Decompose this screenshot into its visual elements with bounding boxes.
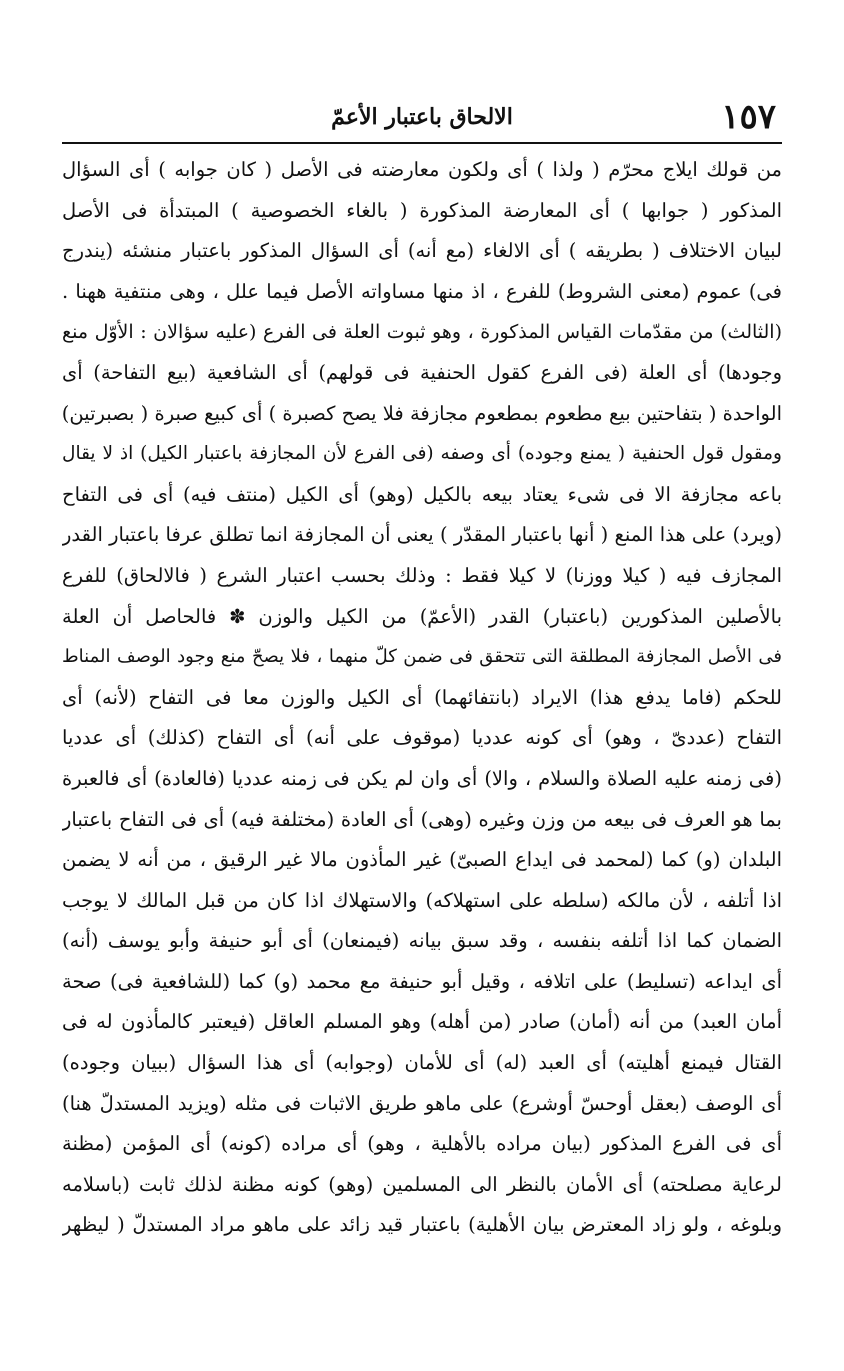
text-line: بالأصلين المذكورين (باعتبار) القدر (الأعمّ) من الكيل والوزن ✽ فالحاصل أن العلة bbox=[62, 604, 782, 628]
text-line: (فى زمنه عليه الصلاة والسلام ، والا) أى وان لم يكن فى زمنه عدديا (فالعادة) أى فالعبرة bbox=[62, 766, 782, 790]
text-line: وجودها) أى العلة (فى الفرع كقول الحنفية فى قولهم) أى الشافعية (بيع التفاحة) أى bbox=[62, 360, 782, 384]
text-line: وبلوغه ، ولو زاد المعترض بيان الأهلية) باعتبار قيد زائد على ماهو مراد المستدلّ ( ليظهر bbox=[62, 1213, 782, 1237]
text-line: الضمان كما اذا أتلفه بنفسه ، وقد سبق بيانه (فيمنعان) أى أبو حنيفة وأبو يوسف (أنه) bbox=[62, 929, 782, 953]
text-line: من قولك ايلاج محرّم ( ولذا ) أى ولكون معارضته فى الأصل ( كان جوابه ) أى السؤال bbox=[62, 158, 782, 181]
text-line: لرعاية مصلحته) أى الأمان بالنظر الى المسلمين (وهو) كونه مظنة لذلك ثابت (باسلامه bbox=[62, 1172, 782, 1196]
text-line: القتال فيمنع أهليته) أى العبد (له) أى للأمان (وجوابه) أى هذا السؤال (ببيان وجوده) bbox=[62, 1051, 782, 1075]
text-line: لبيان الاختلاف ( بطريقه ) أى الالغاء (مع أنه) أى السؤال المذكور باعتبار منشئه (يندرج bbox=[62, 239, 782, 263]
text-line: أى ايداعه (تسليط) على اتلافه ، وقيل أبو حنيفة مع محمد (و) كما (للشافعية فى) صحة bbox=[62, 969, 782, 993]
text-line: اذا أتلفه ، لأن مالكه (سلطه على استهلاكه) والاستهلاك اذا كان من قبل المالك لا يوجب bbox=[62, 888, 782, 912]
body-text bbox=[62, 150, 782, 1246]
header-rule bbox=[62, 142, 782, 144]
text-line: للحكم (فاما يدفع هذا) الايراد (بانتفائهما) أى الكيل والوزن معا فى التفاح (لأنه) أى bbox=[62, 685, 782, 709]
text-line: أمان العبد) من أنه (أمان) صادر (من أهله) وهو المسلم العاقل (فيعتبر كالمأذون له فى bbox=[62, 1010, 782, 1034]
text-line: (الثالث) من مقدّمات القياس المذكورة ، وهو ثبوت العلة فى الفرع (عليه سؤالان : الأوّل منع bbox=[62, 321, 782, 344]
text-line: أى فى الفرع المذكور (بيان مراده بالأهلية ، وهو) أى مراده (كونه) أى المؤمن (مظنة bbox=[62, 1132, 782, 1156]
text-line: الواحدة ( بتفاحتين بيع مطعوم بمطعوم مجازفة فلا يصح كصبرة ) أى كبيع صبرة ( بصبرتين) bbox=[62, 401, 782, 425]
text-line: المذكور ( جوابها ) أى المعارضة المذكورة ( بالغاء الخصوصية ) المبتدأة فى الأصل bbox=[62, 198, 782, 222]
text-line: (ويرد) على هذا المنع ( أنها باعتبار المقدّر ) يعنى أن المجازفة انما تطلق عرفا باعتبار القدر bbox=[62, 523, 782, 547]
text-line: بما هو العرف فى بيعه من وزن وغيره (وهى) أى العادة (مختلفة فيه) أى فى التفاح باعتبار bbox=[62, 807, 782, 831]
text-line: البلدان (و) كما (لمحمد فى ايداع الصبىّ) غير المأذون مالا غير الرقيق ، من أنه لا يضمن bbox=[62, 848, 782, 872]
text-line: المجازف فيه ( كيلا ووزنا) لا كيلا فقط : وذلك بحسب اعتبار الشرع ( فالالحاق) للفرع bbox=[62, 563, 782, 587]
text-line: ومقول قول الحنفية ( يمنع وجوده) أى وصفه (فى الفرع لأن المجازفة باعتبار الكيل) اذ لا يقال bbox=[62, 443, 782, 465]
page-header bbox=[60, 96, 784, 138]
text-line: فى) عموم (معنى الشروط) للفرع ، اذ منها مساواته الأصل فيما علل ، وهى منتفية ههنا . bbox=[62, 279, 782, 303]
running-title: الالحاق باعتبار الأعمّ bbox=[331, 104, 513, 130]
page-number: ١٥٧ bbox=[721, 97, 776, 137]
text-line: باعه مجازفة الا فى شىء يعتاد بيعه بالكيل (وهو) أى الكيل (منتف فيه) أى فى التفاح bbox=[62, 482, 782, 506]
text-line: التفاح (عددىّ ، وهو) أى كونه عدديا (موقوف على أنه) أى التفاح (كذلك) أى عدديا bbox=[62, 726, 782, 750]
text-line: أى الوصف (بعقل أوحسّ أوشرع) على ماهو طريق الاثبات فى مثله (ويزيد المستدلّ هنا) bbox=[62, 1091, 782, 1115]
text-line: فى الأصل المجازفة المطلقة التى تتحقق فى ضمن كلّ منهما ، فلا يصحّ منع وجود الوصف المناط bbox=[62, 646, 782, 668]
